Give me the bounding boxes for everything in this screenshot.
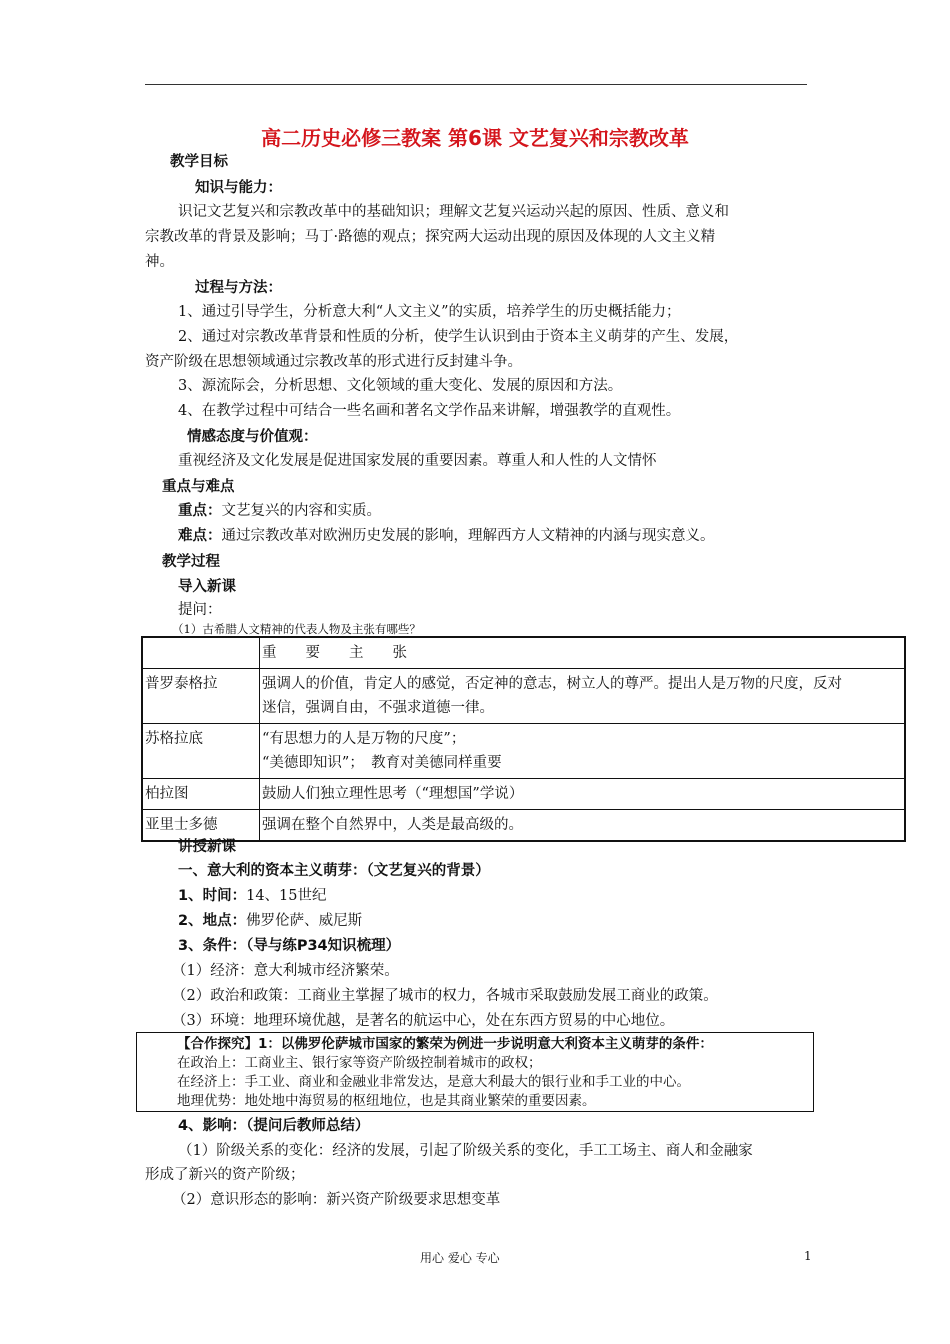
philosopher-claim: 强调在整个自然界中，人类是最高级的。 <box>260 810 906 842</box>
knowledge-line-3: 神。 <box>145 254 174 270</box>
philosopher-claim <box>260 669 906 724</box>
condition-2: （2）政治和政策：工商业主掌握了城市的权力，各城市采取鼓励发展工商业的政策。 <box>172 988 718 1004</box>
philosopher-claim <box>260 724 906 779</box>
cooperative-inquiry-line-2: 在经济上：手工业、商业和金融业非常发达，是意大利最大的银行业和手工业的中心。 <box>177 1074 690 1090</box>
philosophers-table <box>141 636 906 842</box>
process-heading: 过程与方法： <box>195 280 282 296</box>
key-line <box>178 502 381 520</box>
section-1-heading: 一、意大利的资本主义萌芽：（文艺复兴的背景） <box>178 863 490 879</box>
cooperative-inquiry-line-3: 地理优势：地处地中海贸易的枢纽地位，也是其商业繁荣的重要因素。 <box>177 1093 596 1109</box>
impact-1b: 形成了新兴的资产阶级； <box>145 1167 305 1183</box>
intro-heading: 导入新课 <box>178 579 236 595</box>
knowledge-heading: 知识与能力： <box>195 180 282 196</box>
key-text: 文艺复兴的内容和实质。 <box>221 503 381 519</box>
table-row <box>142 669 905 724</box>
claim-line: 迷信，强调自由，不强求道德一律。 <box>262 700 494 716</box>
process-item-1: 1、通过引导学生，分析意大利“人文主义”的实质，培养学生的历史概括能力； <box>178 304 681 320</box>
process-item-3: 3、源流际会，分析思想、文化领域的重大变化、发展的原因和方法。 <box>178 378 623 394</box>
time-text: 14、15世纪 <box>246 888 327 904</box>
page-number: 1 <box>804 1249 812 1263</box>
teaching-process-heading: 教学过程 <box>162 554 220 570</box>
time-line <box>178 887 327 905</box>
table-header-cell: 重 要 主 张 <box>260 637 906 669</box>
cooperative-inquiry-line-1: 在政治上：工商业主、银行家等资产阶级控制着城市的政权； <box>177 1055 542 1071</box>
table-row <box>142 779 905 810</box>
knowledge-line-1: 识记文艺复兴和宗教改革中的基础知识；理解文艺复兴运动兴起的原因、性质、意义和 <box>178 204 729 220</box>
impact-1a: （1）阶级关系的变化：经济的发展，引起了阶级关系的变化，手工工场主、商人和金融家 <box>178 1143 753 1159</box>
conditions-heading: 3、条件：（导与练P34知识梳理） <box>178 938 401 954</box>
condition-1: （1）经济：意大利城市经济繁荣。 <box>172 963 399 979</box>
place-text: 佛罗伦萨、威尼斯 <box>246 913 363 929</box>
emotion-text: 重视经济及文化发展是促进国家发展的重要因素。尊重人和人性的人文情怀 <box>178 453 657 469</box>
process-item-2b: 资产阶级在思想领域通过宗教改革的形式进行反封建斗争。 <box>145 354 522 370</box>
question-1: （1）古希腊人文精神的代表人物及主张有哪些？ <box>172 622 421 636</box>
question-label: 提问： <box>178 602 222 618</box>
impact-2: （2）意识形态的影响：新兴资产阶级要求思想变革 <box>172 1192 501 1208</box>
page-footer: 用心 爱心 专心 <box>420 1251 500 1265</box>
claim-line: “美德即知识”； 教育对美德同样重要 <box>262 755 502 771</box>
place-line <box>178 912 362 930</box>
condition-3: （3）环境：地理环境优越，是著名的航运中心，处在东西方贸易的中心地位。 <box>172 1013 675 1029</box>
table-header-empty <box>142 637 260 669</box>
philosopher-name: 亚里士多德 <box>142 810 260 842</box>
time-label: 1、时间： <box>178 888 247 904</box>
knowledge-line-2: 宗教改革的背景及影响；马丁·路德的观点；探究两大运动出现的原因及体现的人文主义精 <box>145 229 716 245</box>
table-row <box>142 724 905 779</box>
impact-heading: 4、影响：（提问后教师总结） <box>178 1118 370 1134</box>
lecture-heading: 讲授新课 <box>178 839 236 855</box>
header-rule <box>145 84 807 85</box>
claim-line: 强调人的价值，肯定人的感觉，否定神的意志，树立人的尊严。提出人是万物的尺度，反对 <box>262 676 842 692</box>
difficulty-text: 通过宗教改革对欧洲历史发展的影响，理解西方人文精神的内涵与现实意义。 <box>221 528 715 544</box>
philosopher-name: 苏格拉底 <box>142 724 260 779</box>
table-header-row <box>142 637 905 669</box>
key-heading: 重点与难点 <box>162 479 235 495</box>
cooperative-inquiry-heading: 【合作探究】1：以佛罗伦萨城市国家的繁荣为例进一步说明意大利资本主义萌芽的条件： <box>177 1036 713 1052</box>
philosopher-name: 柏拉图 <box>142 779 260 810</box>
difficulty-label: 难点： <box>178 528 222 544</box>
page-title: 高二历史必修三教案 第6课 文艺复兴和宗教改革 <box>261 126 689 150</box>
key-label: 重点： <box>178 503 222 519</box>
claim-line: “有思想力的人是万物的尺度”； <box>262 731 466 747</box>
place-label: 2、地点： <box>178 913 247 929</box>
difficulty-line <box>178 527 715 545</box>
goals-heading: 教学目标 <box>170 154 228 170</box>
philosopher-name: 普罗泰格拉 <box>142 669 260 724</box>
table-row <box>142 810 905 842</box>
process-item-2a: 2、通过对宗教改革背景和性质的分析，使学生认识到由于资本主义萌芽的产生、发展， <box>178 329 739 345</box>
process-item-4: 4、在教学过程中可结合一些名画和著名文学作品来讲解，增强教学的直观性。 <box>178 403 681 419</box>
philosopher-claim: 鼓励人们独立理性思考（“理想国”学说） <box>260 779 906 810</box>
emotion-heading: 情感态度与价值观： <box>187 429 318 445</box>
